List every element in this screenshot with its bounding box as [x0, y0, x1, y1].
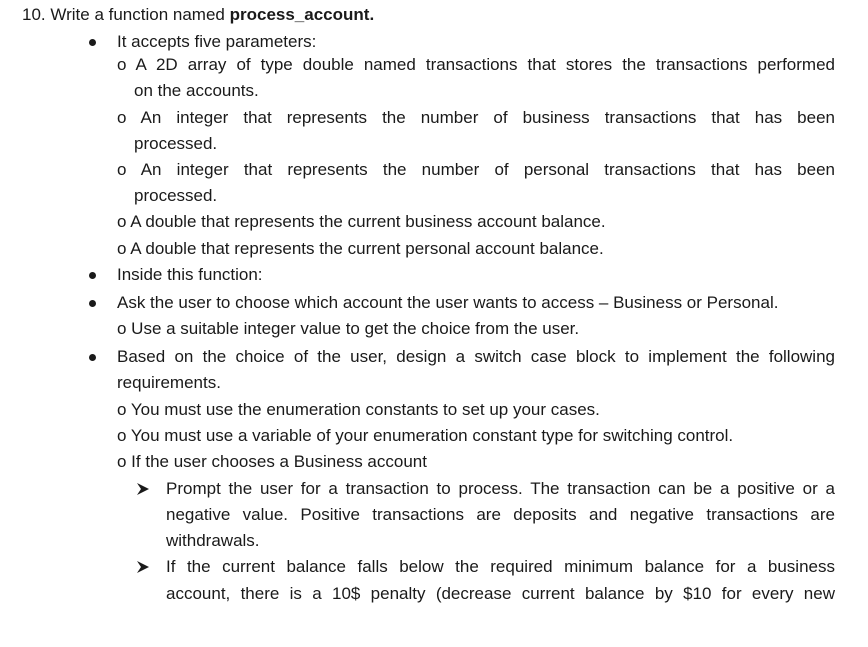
param-1-line-1: o A 2D array of type double named transactions that stores the transactions performed: [117, 55, 835, 74]
param-4: o A double that represents the current business account balance.: [117, 212, 606, 231]
switch-case-line-2: requirements.: [117, 373, 221, 392]
ask-user: Ask the user to choose which account the user wants to access – Business or Personal.: [117, 293, 779, 312]
bullet-icon: [89, 39, 96, 46]
question-heading: [22, 5, 374, 25]
enum-constants: o You must use the enumeration constants to set up your cases.: [117, 400, 600, 419]
if-business: o If the user chooses a Business account: [117, 452, 427, 471]
question-prefix: Write a function named: [50, 5, 225, 24]
param-2-line-2: processed.: [134, 134, 218, 153]
balance-line-1: If the current balance falls below the required minimum balance for a business: [166, 557, 835, 576]
balance-line-2: account, there is a 10$ penalty (decrease current balance by $10 for every new: [166, 584, 835, 603]
bullet-icon: [89, 354, 96, 361]
prompt-line-3: withdrawals.: [166, 531, 260, 550]
arrow-bullet-icon: [135, 559, 153, 575]
bullet-icon: [89, 300, 96, 307]
param-3-line-2: processed.: [134, 186, 218, 205]
bullet-icon: [89, 272, 96, 279]
arrow-bullet-icon: [135, 481, 153, 497]
param-3-line-1: o An integer that represents the number of personal transactions that has been: [117, 160, 835, 179]
inside-function: Inside this function:: [117, 265, 263, 284]
param-1-line-2: on the accounts.: [134, 81, 259, 100]
ask-user-sub: o Use a suitable integer value to get the choice from the user.: [117, 319, 580, 338]
question-number: 10.: [22, 5, 46, 24]
switch-case-line-1: Based on the choice of the user, design a switch case block to implement the following: [117, 347, 835, 366]
param-2-line-1: o An integer that represents the number of business transactions that has been: [117, 108, 835, 127]
param-5: o A double that represents the current personal account balance.: [117, 239, 604, 258]
prompt-line-2: negative value. Positive transactions are deposits and negative transactions are: [166, 505, 835, 524]
prompt-line-1: Prompt the user for a transaction to process. The transaction can be a positive or a: [166, 479, 835, 498]
enum-variable: o You must use a variable of your enumeration constant type for switching control.: [117, 426, 734, 445]
function-name: process_account.: [229, 5, 375, 24]
params-intro: It accepts five parameters:: [117, 32, 317, 51]
